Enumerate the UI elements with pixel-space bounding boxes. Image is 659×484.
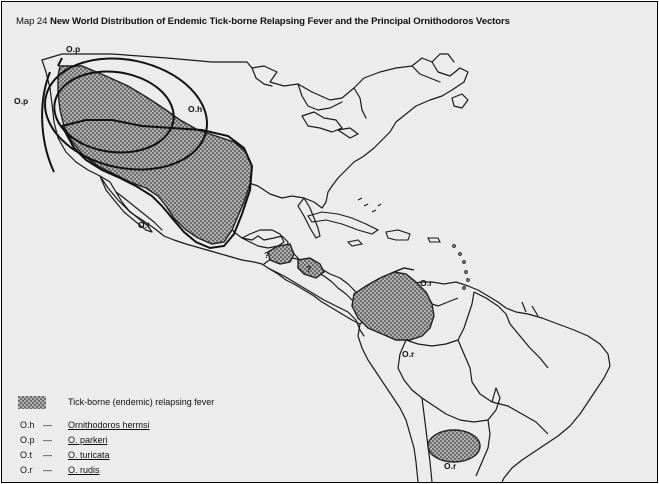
map-title-text: New World Distribution of Endemic Tick-borne Relapsing Fever and the Principal Ornithodoros Vectors <box>49 16 510 27</box>
legend-species-name: O. rudis <box>68 465 100 475</box>
hispaniola <box>386 230 410 240</box>
legend-species-name: Ornithodoros hermsi <box>68 420 150 430</box>
legend-species-name: O. turicata <box>68 450 110 460</box>
legend-species-name: O. parkeri <box>68 435 108 445</box>
legend-dash: — <box>43 450 52 460</box>
label-q-honduras: ? <box>306 264 312 274</box>
legend-code: O.r <box>20 465 33 475</box>
great-lakes <box>302 112 342 132</box>
legend-code: O.t <box>20 450 33 460</box>
map-canvas <box>2 2 657 482</box>
map-frame <box>1 1 658 483</box>
label-op-west: O.p <box>14 96 29 106</box>
label-or-venezuela: O.r <box>420 278 433 288</box>
legend-swatch <box>18 396 46 409</box>
label-or-colombia: O.r <box>402 349 415 359</box>
legend-code: O.h <box>20 420 35 430</box>
puerto-rico <box>428 238 440 242</box>
endemic-area-paraguay <box>428 430 480 462</box>
label-or-paraguay: O.r <box>444 461 457 471</box>
legend-dash: — <box>43 435 52 445</box>
endemic-area-western-north-america <box>58 66 252 244</box>
label-oh: O.h <box>188 104 203 114</box>
label-op-north: O.p <box>66 44 81 54</box>
map-number: Map 24 <box>16 16 48 27</box>
legend-dash: — <box>43 465 52 475</box>
legend-area-label: Tick-borne (endemic) relapsing fever <box>68 397 215 407</box>
label-ot: O.t <box>138 220 150 230</box>
jamaica <box>348 240 362 246</box>
south-america-west-coast <box>358 324 418 482</box>
legend-code: O.p <box>20 435 35 445</box>
legend-dash: — <box>43 420 52 430</box>
label-q-guatemala: ? <box>264 250 270 260</box>
